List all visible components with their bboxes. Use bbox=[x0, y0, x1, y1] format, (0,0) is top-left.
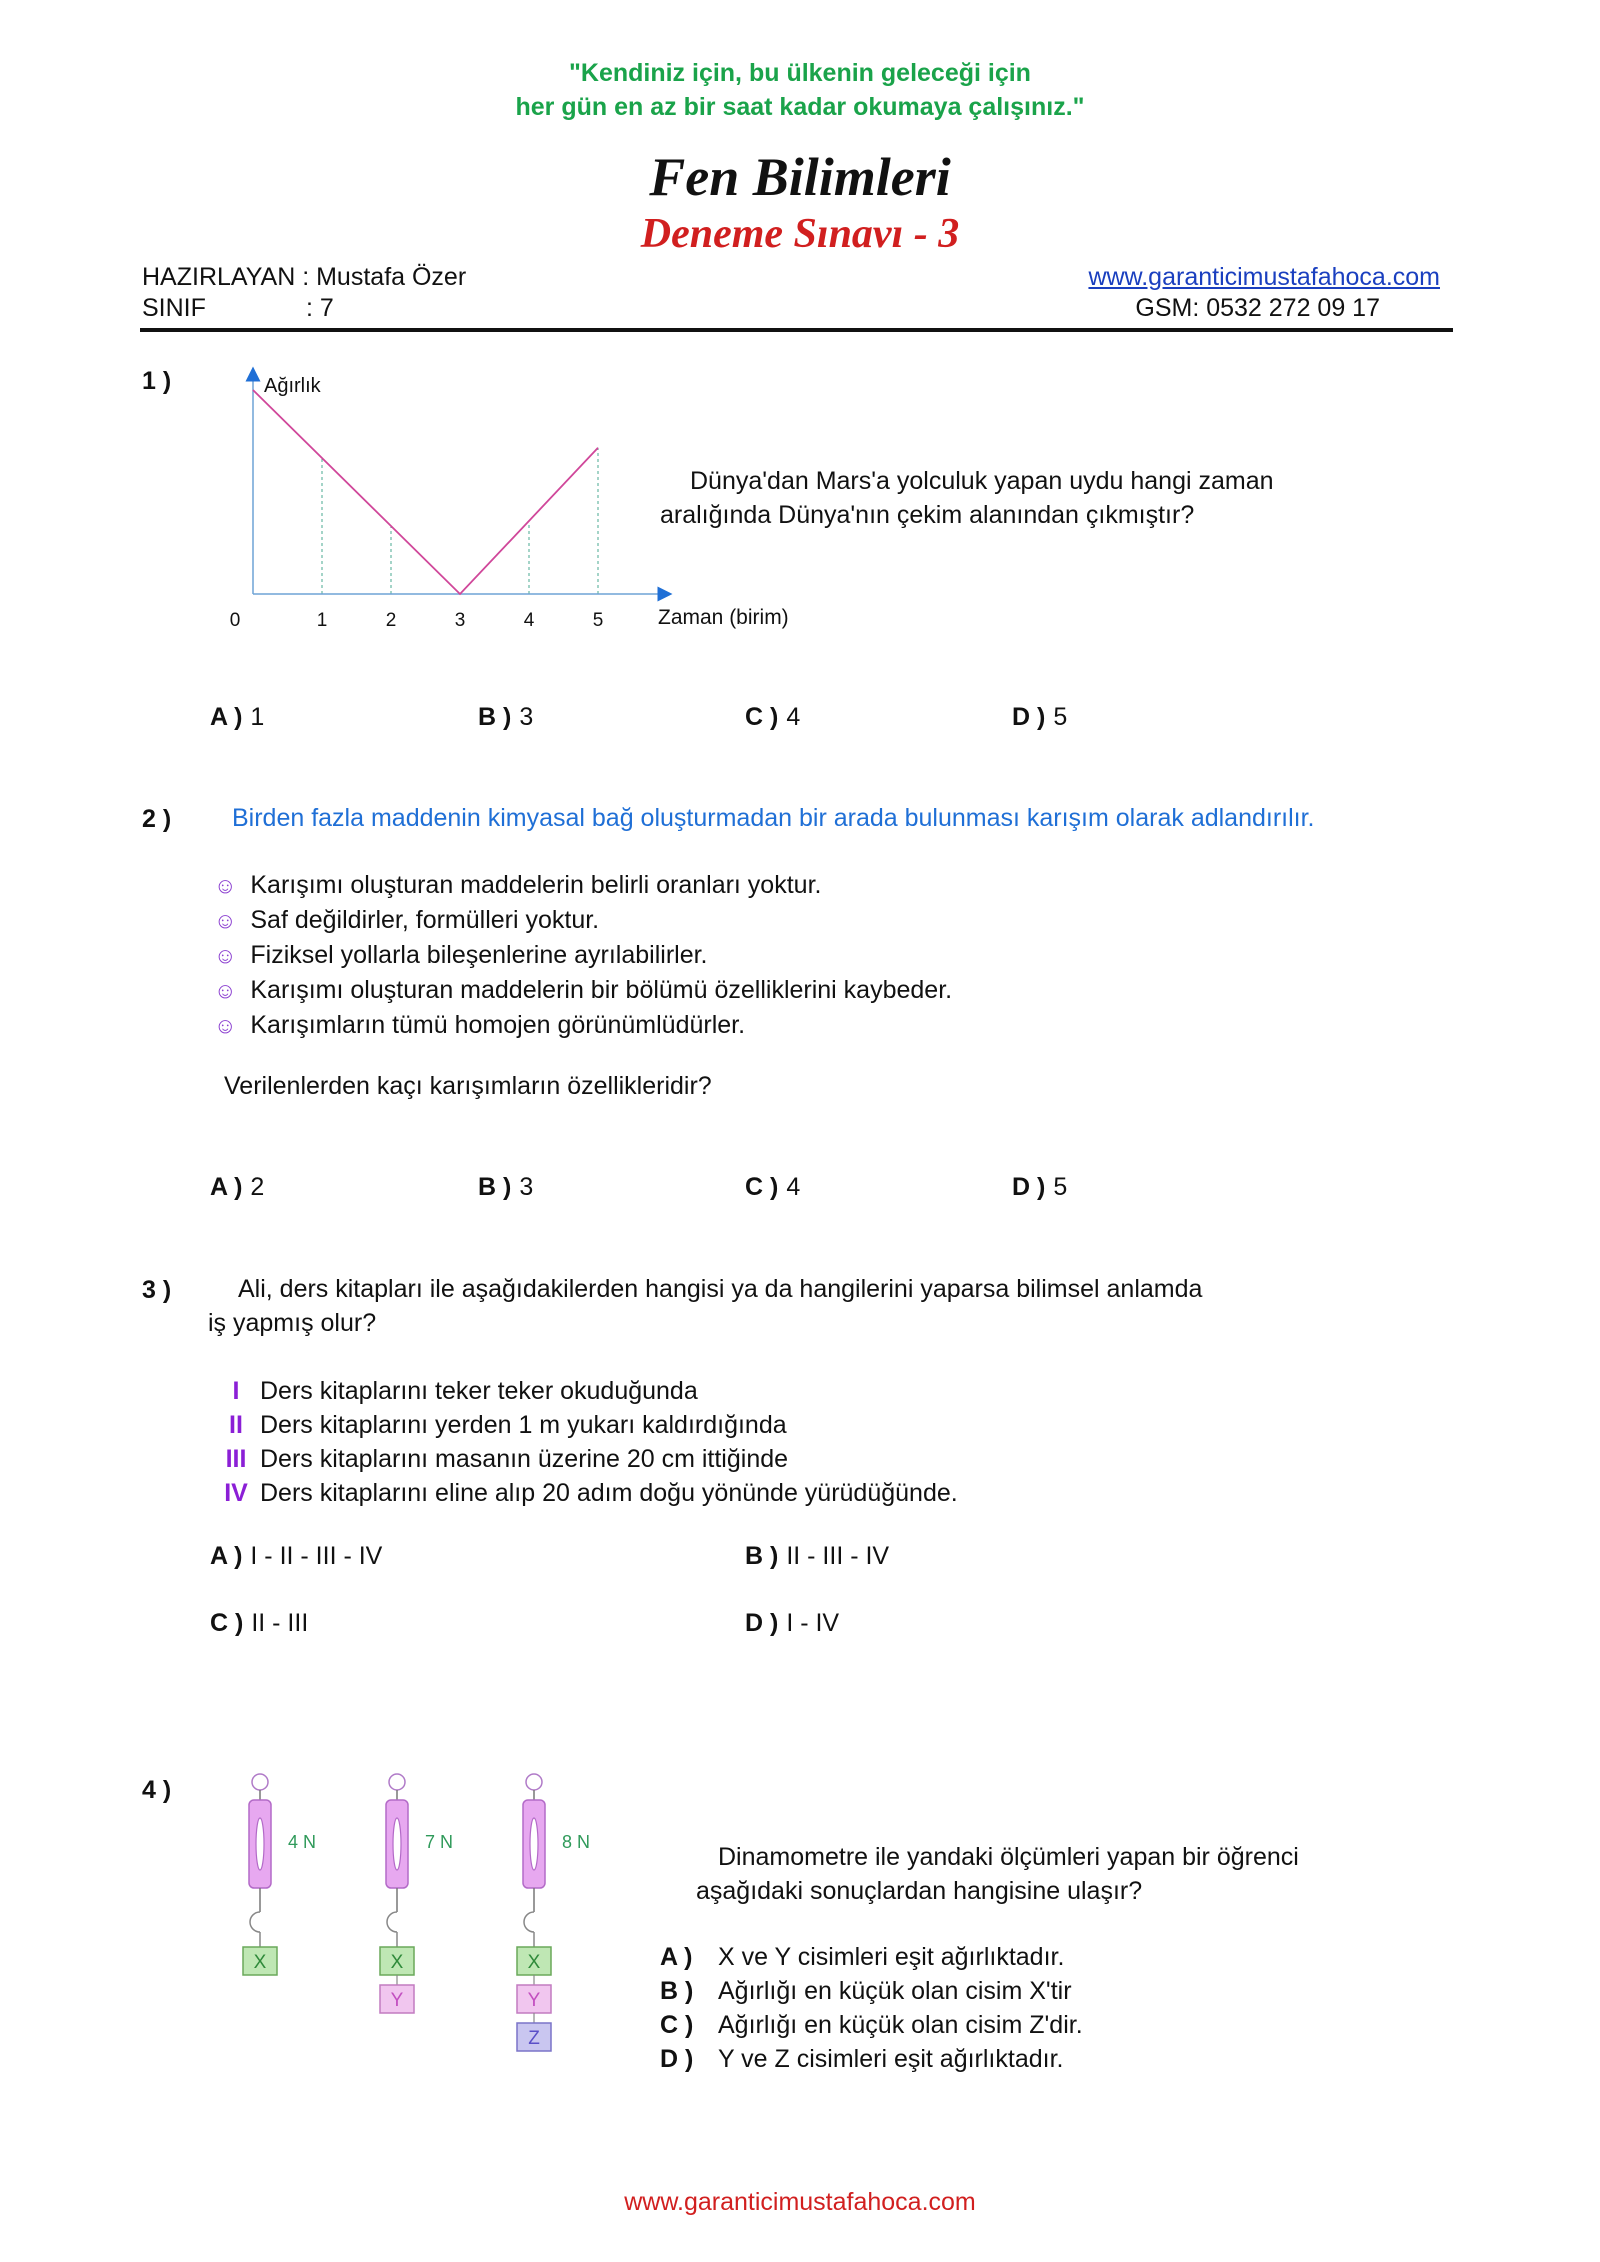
smiley-icon: ☺ bbox=[214, 908, 237, 933]
q1-option-c[interactable]: C ) 4 bbox=[745, 703, 801, 731]
weight-line bbox=[253, 390, 598, 594]
page-subtitle: Deneme Sınavı - 3 bbox=[640, 211, 960, 257]
dynamometer-figure bbox=[220, 1770, 640, 2090]
dynamometer bbox=[243, 1774, 316, 1975]
list-item: ☺ Karışımı oluşturan maddelerin belirli oranları yoktur. bbox=[214, 871, 822, 899]
force-reading: 8 N bbox=[562, 1832, 591, 1852]
q1-option-d[interactable]: D ) 5 bbox=[1012, 703, 1068, 731]
q2-option-b[interactable]: B ) 3 bbox=[478, 1173, 534, 1201]
mass-block-label: Y bbox=[390, 1990, 404, 2011]
list-item: III Ders kitaplarını masanın üzerine 20 cm ittiğinde bbox=[212, 1442, 958, 1476]
question-1-text-1: Dünya'dan Mars'a yolculuk yapan uydu hangi zaman bbox=[690, 467, 1274, 495]
force-reading: 7 N bbox=[425, 1832, 454, 1852]
roman-numeral: II bbox=[229, 1411, 243, 1439]
motto-line-2: her gün en az bir saat kadar okumaya çalışınız." bbox=[515, 93, 1085, 121]
q3-item-list bbox=[212, 1374, 958, 1510]
x-tick-label: 5 bbox=[592, 610, 604, 631]
x-tick-label: 2 bbox=[385, 610, 397, 631]
force-reading: 4 N bbox=[288, 1832, 317, 1852]
q4-option-b[interactable]: B ) Ağırlığı en küçük olan cisim X'tir bbox=[660, 1977, 1072, 2005]
mass-block-label: X bbox=[253, 1952, 267, 1973]
roman-numeral: III bbox=[225, 1445, 247, 1473]
q2-option-a[interactable]: A ) 2 bbox=[210, 1173, 265, 1201]
footer-website[interactable]: www.garanticimustafahoca.com bbox=[624, 2188, 976, 2216]
question-2-number: 2 ) bbox=[142, 805, 172, 833]
smiley-icon: ☺ bbox=[214, 873, 237, 898]
list-item: ☺ Karışımı oluşturan maddelerin bir bölümü özelliklerini kaybeder. bbox=[214, 976, 953, 1004]
mass-block-label: Y bbox=[527, 1990, 541, 2011]
x-tick-label: 3 bbox=[454, 610, 466, 631]
question-4-text-2: aşağıdaki sonuçlardan hangisine ulaşır? bbox=[696, 1877, 1143, 1905]
q4-option-d[interactable]: D ) Y ve Z cisimleri eşit ağırlıktadır. bbox=[660, 2045, 1064, 2073]
dynamometer bbox=[517, 1774, 590, 2051]
mass-block-label: X bbox=[390, 1952, 404, 1973]
list-item: ☺ Saf değildirler, formülleri yoktur. bbox=[214, 906, 600, 934]
q4-option-c[interactable]: C ) Ağırlığı en küçük olan cisim Z'dir. bbox=[660, 2011, 1083, 2039]
question-4-text-1: Dinamometre ile yandaki ölçümleri yapan bir öğrenci bbox=[718, 1843, 1299, 1871]
list-item: ☺ Karışımların tümü homojen görünümlüdürler. bbox=[214, 1011, 746, 1039]
question-1-number: 1 ) bbox=[142, 367, 172, 395]
q2-option-c[interactable]: C ) 4 bbox=[745, 1173, 801, 1201]
page-title: Fen Bilimleri bbox=[649, 147, 951, 207]
question-3-number: 3 ) bbox=[142, 1276, 172, 1304]
q1-option-a[interactable]: A ) 1 bbox=[210, 703, 265, 731]
prepared-by: HAZIRLAYAN : Mustafa Özer bbox=[142, 263, 467, 291]
header-divider bbox=[140, 328, 1453, 332]
q4-options bbox=[660, 1940, 1083, 2076]
q3-option-b[interactable]: B ) II - III - IV bbox=[745, 1542, 890, 1570]
q3-option-c[interactable]: C ) II - III bbox=[210, 1609, 309, 1637]
list-item: IV Ders kitaplarını eline alıp 20 adım doğu yönünde yürüdüğünde. bbox=[212, 1476, 958, 1510]
smiley-icon: ☺ bbox=[214, 978, 237, 1003]
smiley-icon: ☺ bbox=[214, 943, 237, 968]
mass-block-label: Z bbox=[528, 2028, 540, 2049]
q3-option-a[interactable]: A ) I - II - III - IV bbox=[210, 1542, 383, 1570]
question-1-text-2: aralığında Dünya'nın çekim alanından çıkmıştır? bbox=[660, 501, 1195, 529]
smiley-icon: ☺ bbox=[214, 1013, 237, 1038]
question-4-number: 4 ) bbox=[142, 1776, 172, 1804]
website-link[interactable]: www.garanticimustafahoca.com bbox=[1088, 263, 1440, 291]
x-tick-label: 4 bbox=[523, 610, 535, 631]
class-label: SINIF bbox=[142, 294, 206, 322]
class-value: : 7 bbox=[306, 294, 334, 322]
question-2-text: Verilenlerden kaçı karışımların özellikleridir? bbox=[224, 1072, 712, 1100]
weight-time-chart bbox=[220, 362, 789, 638]
motto-line-1: "Kendiniz için, bu ülkenin geleceği için bbox=[569, 59, 1031, 87]
q2-item-list bbox=[214, 868, 952, 1043]
x-axis-label: Zaman (birim) bbox=[658, 606, 789, 629]
question-3-text-1: Ali, ders kitapları ile aşağıdakilerden hangisi ya da hangilerini yaparsa bilimsel anlamda bbox=[238, 1275, 1203, 1303]
list-item: I Ders kitaplarını teker teker okuduğunda bbox=[212, 1374, 958, 1408]
x-tick-label: 1 bbox=[316, 610, 328, 631]
phone-number: GSM: 0532 272 09 17 bbox=[1135, 294, 1380, 322]
list-item: ☺ Fiziksel yollarla bileşenlerine ayrılabilirler. bbox=[214, 941, 708, 969]
question-3-text-2: iş yapmış olur? bbox=[208, 1309, 377, 1337]
mass-block-label: X bbox=[527, 1952, 541, 1973]
q2-option-d[interactable]: D ) 5 bbox=[1012, 1173, 1068, 1201]
x-tick-label: 0 bbox=[229, 610, 241, 631]
question-2-statement: Birden fazla maddenin kimyasal bağ oluşturmadan bir arada bulunması karışım olarak adlandırılır. bbox=[232, 804, 1315, 832]
dynamometer bbox=[380, 1774, 453, 2013]
roman-numeral: IV bbox=[224, 1479, 248, 1507]
list-item: II Ders kitaplarını yerden 1 m yukarı kaldırdığında bbox=[212, 1408, 958, 1442]
q1-option-b[interactable]: B ) 3 bbox=[478, 703, 534, 731]
q4-option-a[interactable]: A ) X ve Y cisimleri eşit ağırlıktadır. bbox=[660, 1943, 1065, 1971]
roman-numeral: I bbox=[232, 1377, 240, 1405]
y-axis-label: Ağırlık bbox=[264, 375, 321, 397]
q3-option-d[interactable]: D ) I - IV bbox=[745, 1609, 840, 1637]
